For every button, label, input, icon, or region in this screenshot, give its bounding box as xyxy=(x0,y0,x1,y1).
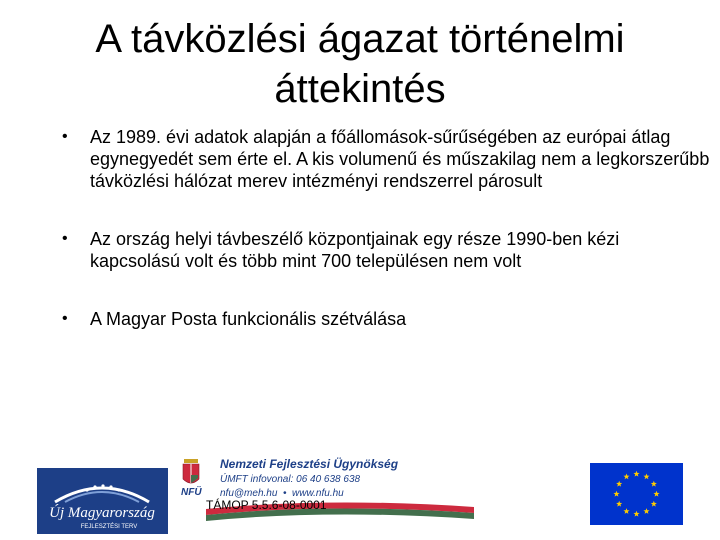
umft-logo-title: Új Magyarország xyxy=(49,505,155,521)
umft-logo-subtitle: FEJLESZTÉSI TERV xyxy=(80,524,138,530)
project-code: TÁMOP 5.5.6-08-0001 xyxy=(206,498,327,512)
list-item xyxy=(62,228,712,272)
bullet-text: Az ország helyi távbeszélő központjainak egy része 1990-ben kézi kapcsolású volt és több mint 700 településen nem volt xyxy=(90,229,620,271)
bullet-text: A Magyar Posta funkcionális szétválása xyxy=(90,309,407,329)
ndu-infoline: ÚMFT infovonal: 06 40 638 638 xyxy=(220,474,361,485)
hungarian-coat-of-arms-icon xyxy=(183,459,199,483)
ndu-contacts: nfu@meh.hu • www.nfu.hu xyxy=(220,488,344,499)
ndu-agency-name: Nemzeti Fejlesztési Ügynökség xyxy=(220,457,399,471)
bullet-icon: • xyxy=(62,128,68,145)
ndu-logo-banner xyxy=(178,451,478,523)
bullet-list xyxy=(62,126,712,330)
nfu-mark: NFÜ xyxy=(181,487,202,498)
umft-logo-icon xyxy=(37,468,168,534)
bullet-icon: • xyxy=(62,230,68,247)
list-item xyxy=(62,126,712,192)
list-item xyxy=(62,308,712,330)
slide-title: A távközlési ágazat történelmi áttekintés xyxy=(95,17,625,111)
eu-flag-icon xyxy=(590,463,683,525)
bullet-icon: • xyxy=(62,310,68,327)
bullet-text: Az 1989. évi adatok alapján a főállomások-sűrűségében az európai átlag egynegyedét sem érte el. A kis volumenű és műszakilag nem a legkorszerűbb távközlési hálózat merev intézményi rendszerrel párosult xyxy=(90,127,710,191)
